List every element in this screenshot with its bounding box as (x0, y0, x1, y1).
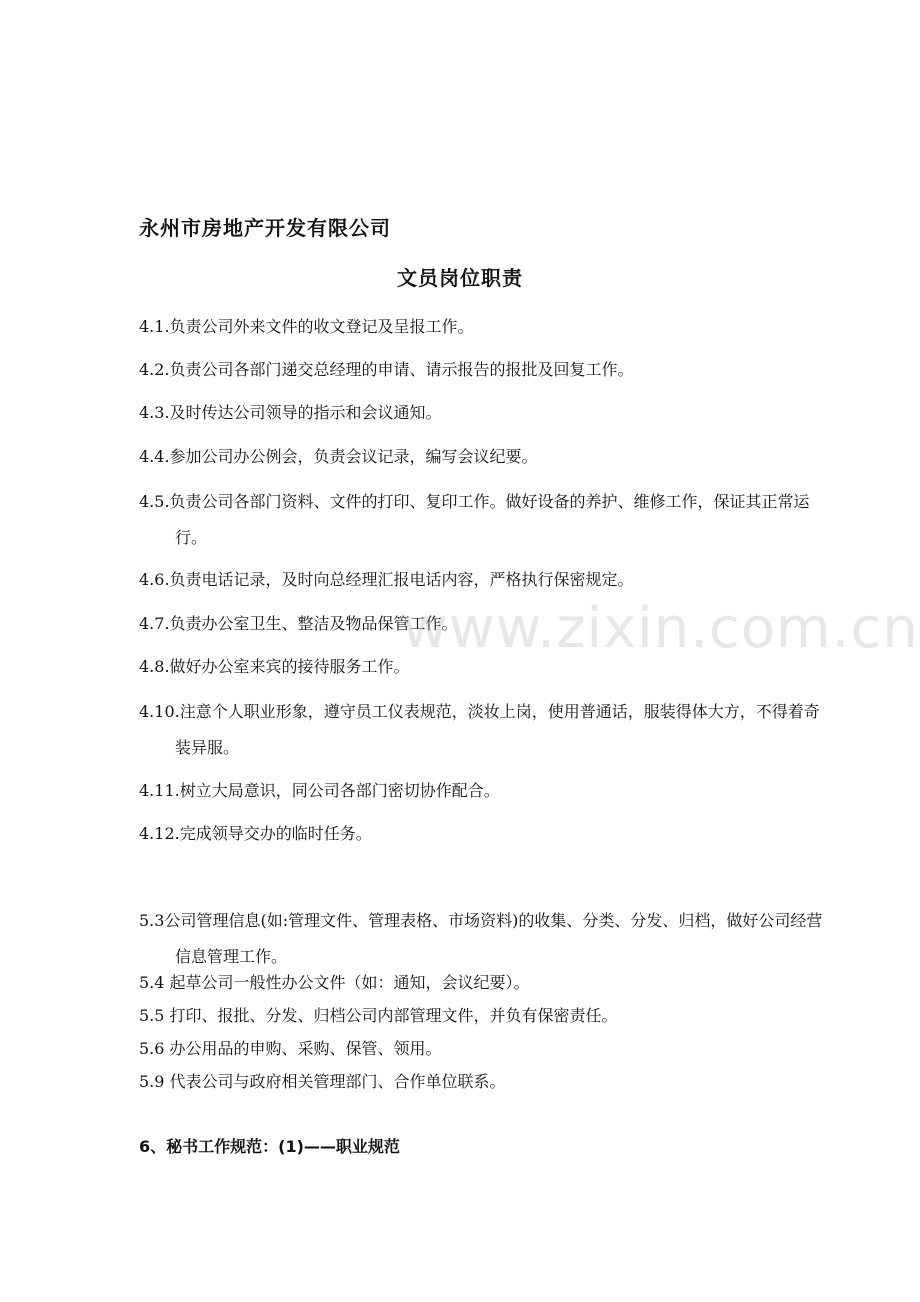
duty-number: 4.3. (139, 403, 170, 422)
duty-item (139, 311, 789, 343)
duty-number: 4.8. (139, 657, 170, 676)
duty-number: 4.5. (139, 492, 170, 511)
section5-number: 5.4 (139, 973, 165, 992)
duty-number: 4.7. (139, 614, 170, 633)
duty-text: 负责电话记录，及时向总经理汇报电话内容，严格执行保密规定。 (169, 570, 634, 589)
duty-number: 4.11. (139, 781, 180, 800)
duty-number: 4.10. (139, 702, 180, 721)
section5-item (139, 1033, 789, 1065)
duty-text: 树立大局意识，同公司各部门密切协作配合。 (179, 781, 500, 800)
duty-number: 4.1. (139, 317, 170, 336)
duty-number: 4.6. (139, 570, 170, 589)
duty-text: 负责公司外来文件的收文登记及呈报工作。 (169, 317, 474, 336)
company-name: 永州市房地产开发有限公司 (139, 216, 391, 240)
duty-text: 负责办公室卫生、整洁及物品保管工作。 (169, 614, 458, 633)
duty-item (139, 484, 825, 556)
section5-text: 代表公司与政府相关管理部门、合作单位联系。 (164, 1072, 506, 1091)
duty-item (139, 694, 825, 766)
duty-text: 注意个人职业形象，遵守员工仪表规范，淡妆上岗，使用普通话，服装得体大方，不得着奇装异服。 (175, 702, 820, 757)
duty-text: 负责公司各部门递交总经理的申请、请示报告的报批及回复工作。 (169, 360, 634, 379)
watermark: www.zixin.com.cn (402, 596, 919, 661)
section5-text: 起草公司一般性办公文件（如：通知，会议纪要）。 (164, 973, 530, 992)
duty-item (139, 354, 789, 386)
section5-item (139, 903, 825, 975)
duty-item (139, 441, 789, 473)
duty-item (139, 818, 789, 850)
duty-text: 完成领导交办的临时任务。 (179, 824, 372, 843)
duty-number: 4.12. (139, 824, 180, 843)
section5-text: 公司管理信息(如:管理文件、管理表格、市场资料)的收集、分类、分发、归档，做好公司经营信息管理工作。 (164, 911, 823, 966)
section5-item (139, 967, 789, 999)
duty-text: 做好办公室来宾的接待服务工作。 (169, 657, 410, 676)
section5-number: 5.3 (139, 911, 165, 930)
section5-text: 办公用品的申购、采购、保管、领用。 (164, 1039, 442, 1058)
duty-text: 负责公司各部门资料、文件的打印、复印工作。做好设备的养护、维修工作，保证其正常运行。 (169, 492, 810, 547)
duty-text: 参加公司办公例会，负责会议记录，编写会议纪要。 (169, 447, 538, 466)
duty-number: 4.2. (139, 360, 170, 379)
section5-number: 5.5 (139, 1006, 165, 1025)
section5-item (139, 1066, 789, 1098)
duty-item (139, 564, 789, 596)
section5-text: 打印、报批、分发、归档公司内部管理文件，并负有保密责任。 (164, 1006, 618, 1025)
duty-item (139, 775, 789, 807)
document-title: 文员岗位职责 (397, 266, 523, 290)
duty-number: 4.4. (139, 447, 170, 466)
section5-item (139, 1000, 789, 1032)
section6-heading: 6、秘书工作规范：(1)——职业规范 (139, 1137, 400, 1156)
duty-text: 及时传达公司领导的指示和会议通知。 (169, 403, 442, 422)
section5-number: 5.9 (139, 1072, 165, 1091)
duty-item (139, 397, 789, 429)
section5-number: 5.6 (139, 1039, 165, 1058)
